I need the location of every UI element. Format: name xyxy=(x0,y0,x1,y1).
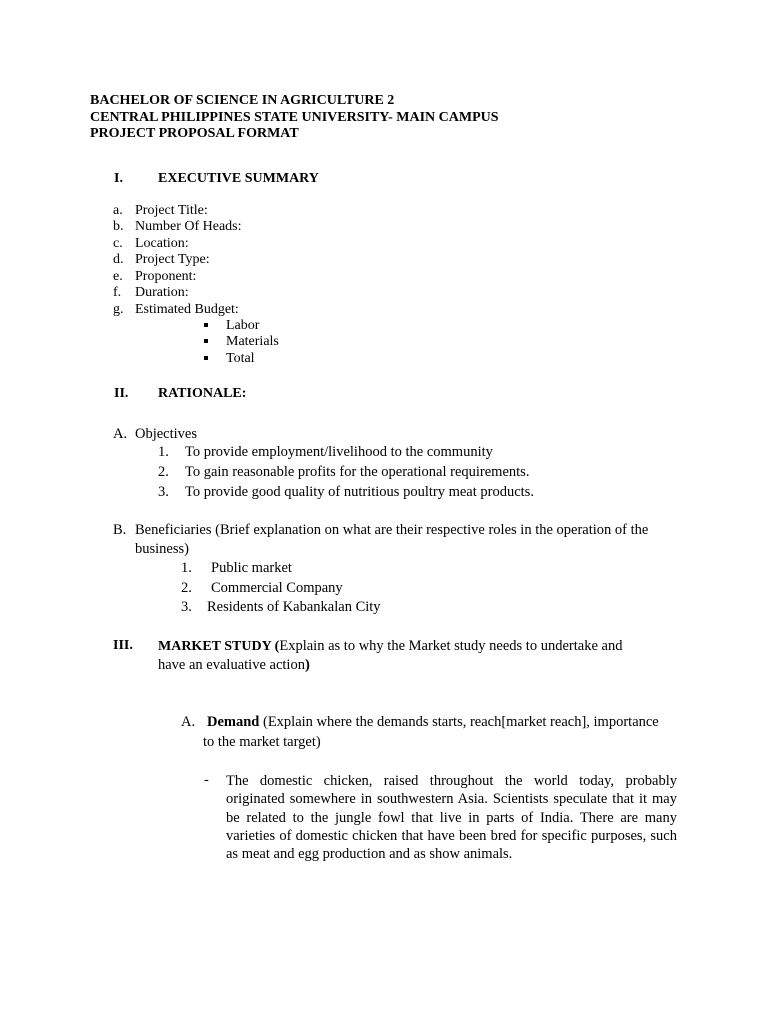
section-1-number: I. xyxy=(114,171,123,186)
estimated-budget-label: Estimated Budget: xyxy=(135,302,239,317)
list-number: 1. xyxy=(158,444,169,460)
square-bullet-icon xyxy=(204,356,208,360)
budget-item-labor: Labor xyxy=(226,318,260,333)
header-line-2: CENTRAL PHILIPPINES STATE UNIVERSITY- MAIN CAMPUS xyxy=(90,110,499,125)
list-marker: c. xyxy=(113,236,123,251)
objective-item: To provide employment/livelihood to the community xyxy=(185,444,493,460)
list-marker: b. xyxy=(113,219,124,234)
beneficiary-item: Commercial Company xyxy=(211,580,343,596)
section-3-close-paren: ) xyxy=(304,657,310,673)
objective-item: To gain reasonable profits for the operational requirements. xyxy=(185,464,530,480)
list-number: 3. xyxy=(181,599,192,615)
duration-label: Duration: xyxy=(135,285,189,300)
demand-marker: A. xyxy=(181,714,196,730)
section-3-title-line-2 xyxy=(158,657,310,674)
list-marker: e. xyxy=(113,269,123,284)
section-3-number: III. xyxy=(113,638,133,653)
list-number: 2. xyxy=(158,464,169,480)
demand-text-1: (Explain where the demands starts, reach[market reach], importance xyxy=(259,714,659,730)
list-number: 1. xyxy=(181,560,192,576)
number-of-heads-label: Number Of Heads: xyxy=(135,219,242,234)
demand-paragraph: The domestic chicken, raised throughout the world today, probably originated somewhere in southwestern Asia. Scientists speculate that it may be related to the jungle fowl that live in parts of India. There are many varieties of domestic chicken that have been bred for specific purposes, such as meat and egg production and as show animals. xyxy=(226,773,677,863)
objectives-label: Objectives xyxy=(135,426,198,442)
header-line-3: PROJECT PROPOSAL FORMAT xyxy=(90,126,299,141)
section-2-number: II. xyxy=(114,386,129,401)
beneficiary-item: Public market xyxy=(211,560,292,576)
list-number: 3. xyxy=(158,484,169,500)
list-marker: a. xyxy=(113,203,123,218)
proponent-label: Proponent: xyxy=(135,269,197,284)
project-type-label: Project Type: xyxy=(135,252,210,267)
budget-item-total: Total xyxy=(226,351,255,366)
list-number: 2. xyxy=(181,580,192,596)
demand-label: Demand xyxy=(207,714,260,730)
demand-heading xyxy=(207,714,659,731)
beneficiaries-line-1: Beneficiaries (Brief explanation on what are their respective roles in the operation of the xyxy=(135,522,649,538)
square-bullet-icon xyxy=(204,339,208,343)
demand-text-2: to the market target) xyxy=(203,734,321,750)
objectives-marker: A. xyxy=(113,426,128,442)
list-marker: d. xyxy=(113,252,124,267)
section-2-title: RATIONALE: xyxy=(158,386,247,401)
list-marker: g. xyxy=(113,302,124,317)
dash-marker: - xyxy=(204,772,209,788)
location-label: Location: xyxy=(135,236,189,251)
header-line-1: BACHELOR OF SCIENCE IN AGRICULTURE 2 xyxy=(90,93,395,108)
section-3-title xyxy=(158,638,622,655)
section-3-title-rest: Explain as to why the Market study needs to undertake and xyxy=(279,638,623,654)
section-3-line-2-text: have an evaluative action xyxy=(158,657,305,673)
objective-item: To provide good quality of nutritious poultry meat products. xyxy=(185,484,534,500)
section-1-title: EXECUTIVE SUMMARY xyxy=(158,171,319,186)
budget-item-materials: Materials xyxy=(226,334,279,349)
beneficiary-item: Residents of Kabankalan City xyxy=(207,599,381,615)
list-marker: f. xyxy=(113,285,122,300)
beneficiaries-marker: B. xyxy=(113,522,127,538)
section-3-title-bold: MARKET STUDY ( xyxy=(158,639,280,654)
project-title-label: Project Title: xyxy=(135,203,208,218)
beneficiaries-line-2: business) xyxy=(135,541,189,557)
square-bullet-icon xyxy=(204,323,208,327)
